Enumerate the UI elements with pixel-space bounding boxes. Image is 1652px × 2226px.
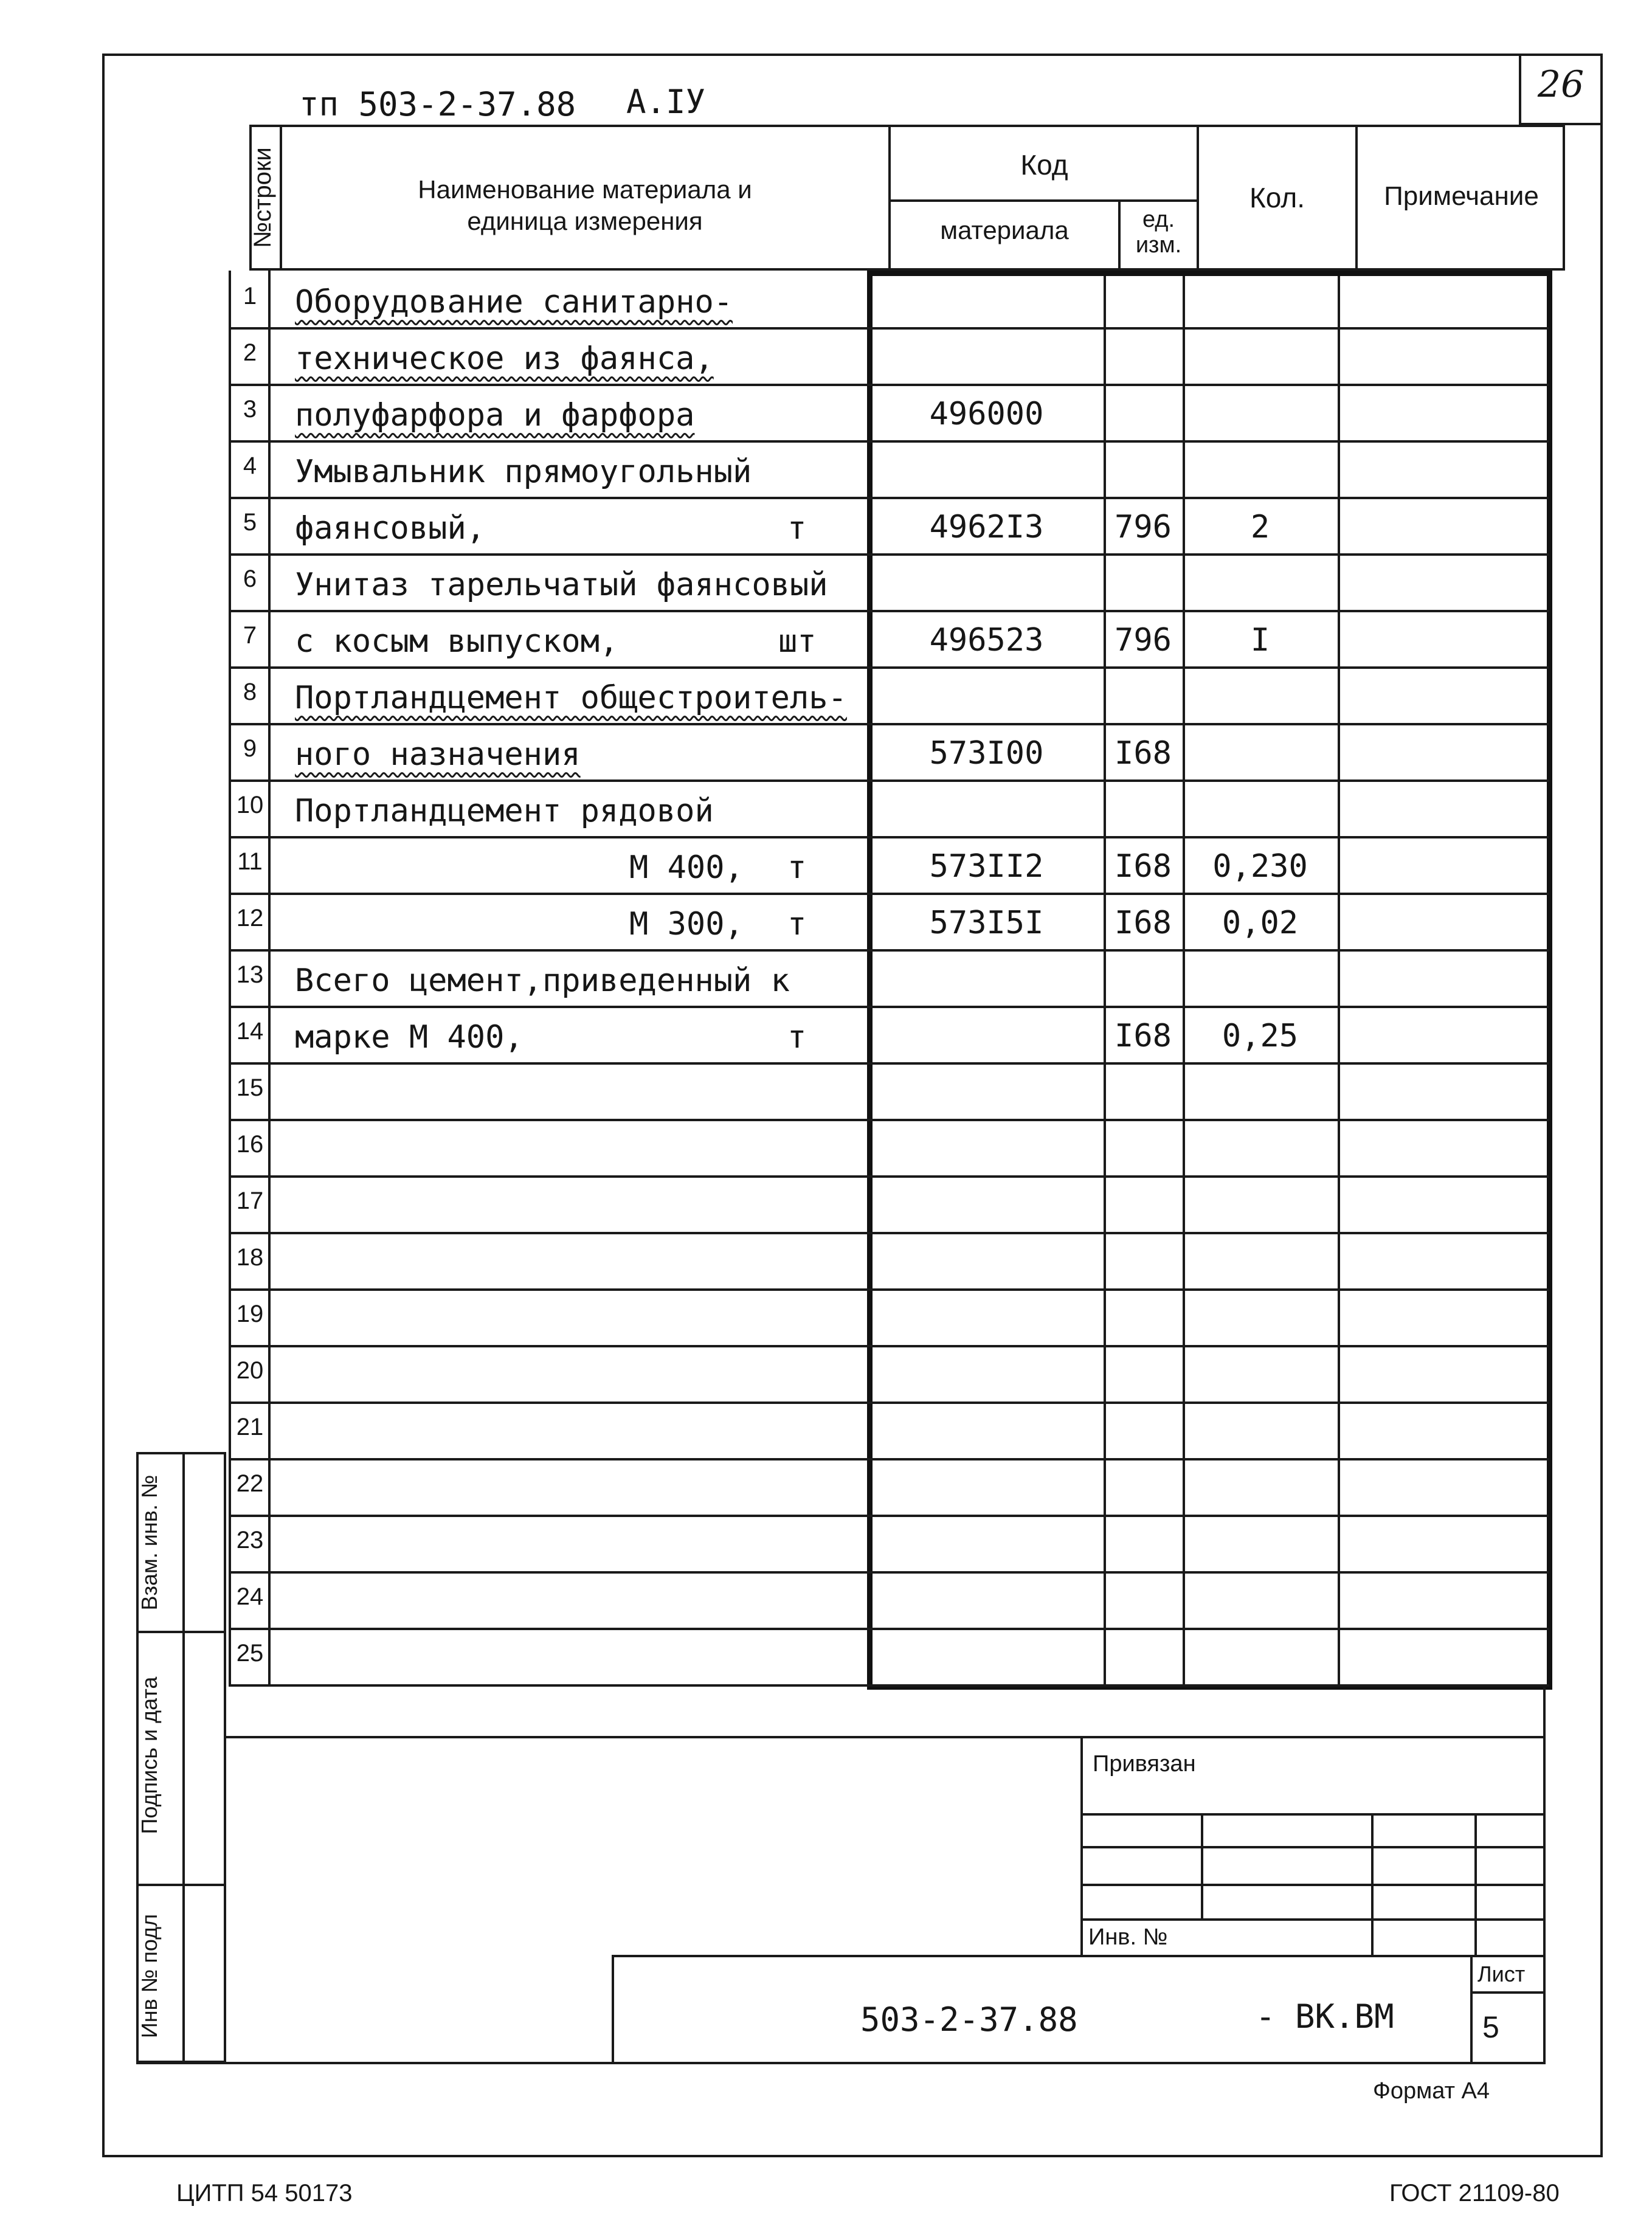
column-border [867,271,1552,276]
divider [229,1345,1549,1347]
row-number: 23 [236,1527,264,1554]
unit-code: I68 [1115,848,1172,885]
material-name: полуфарфора и фарфора [295,397,695,434]
quantity: 0,02 [1222,905,1299,941]
footer-right: ГОСТ 21109-80 [1389,2180,1560,2207]
material-name: Портландцемент общестроитель- [295,680,847,716]
material-name: Умывальник прямоугольный [295,454,752,490]
row-number: 8 [243,679,257,705]
divider [1474,1813,1477,1957]
row-number: 6 [243,565,257,592]
stamp-sheet-number: 5 [1482,2010,1499,2044]
unit-suffix: т [787,906,807,942]
divider [229,1062,1549,1065]
divider [136,2062,1546,2064]
divider [1470,1991,1544,1994]
stamp-doc-code: 503-2-37.88 [860,2000,1078,2039]
divider [229,610,1549,612]
divider [229,666,1549,669]
material-code: 573I00 [929,735,1044,772]
material-name: Унитаз тарельчатый фаянсовый [295,567,828,603]
unit-code: 796 [1115,622,1172,658]
divider [136,1631,226,1633]
material-name: Всего цемент,приведенный к [295,963,790,999]
row-number: 22 [236,1470,264,1497]
material-code: 573II2 [929,848,1044,885]
divider [229,1571,1549,1574]
divider [229,836,1549,838]
divider [229,553,1549,556]
divider [1183,271,1185,1684]
stamp-inv-no: Инв. № [1088,1924,1168,1950]
material-name: ного назначения [295,736,581,773]
divider [225,1736,1544,1738]
row-number: 11 [237,848,263,875]
divider [229,1232,1549,1234]
material-name: Оборудование санитарно- [295,284,733,320]
divider [229,1515,1549,1517]
column-border [1547,271,1552,1687]
stamp-sheet-label: Лист [1477,1962,1526,1986]
row-number: 18 [236,1244,264,1271]
divider [229,1119,1549,1121]
unit-suffix: т [787,849,807,886]
material-code: 573I5I [929,905,1044,941]
header-row-number: №строки [249,147,276,248]
row-number: 15 [236,1074,264,1101]
divider [1338,271,1340,1684]
format-label: Формат А4 [1373,2078,1490,2104]
divider [136,1884,226,1886]
quantity: 2 [1250,509,1270,545]
quantity: 0,230 [1212,848,1308,885]
material-name: марке М 400, [295,1019,524,1056]
header-note: Примечание [1384,181,1539,211]
header-unit-line1: ед. [1142,207,1175,232]
side-label-inv: Инв № подл [137,1913,162,2039]
row-number: 4 [243,452,257,479]
row-number: 19 [236,1301,264,1327]
material-code: 496000 [929,396,1044,432]
divider [1470,1955,1473,2064]
unit-suffix: шт [778,623,817,660]
side-label-vzam: Взам. инв. № [137,1474,162,1611]
header-name-line1: Наименование материала и [418,175,752,204]
row-number: 17 [236,1187,264,1214]
divider [229,1402,1549,1404]
row-number: 25 [236,1640,264,1667]
divider [1371,1813,1374,1957]
quantity: 0,25 [1222,1018,1299,1054]
stamp-privyazan: Привязан [1093,1751,1196,1777]
unit-suffix: т [787,1019,807,1056]
divider [229,497,1549,499]
row-number: 16 [236,1131,264,1158]
material-code: 496523 [929,622,1044,658]
row-number: 24 [236,1583,264,1610]
row-number: 2 [243,339,257,366]
unit-code: 796 [1115,509,1172,545]
divider [229,949,1549,952]
divider [229,1458,1549,1460]
row-number: 3 [243,396,257,423]
row-number: 21 [236,1414,264,1440]
stamp-doc-suffix: - ВК.ВМ [1256,1997,1394,2036]
divider [229,1684,1549,1687]
row-number: 7 [243,622,257,649]
unit-code: I68 [1115,905,1172,941]
divider [229,1628,1549,1630]
material-name: М 400, [629,849,744,886]
row-number: 9 [243,735,257,762]
material-name: фаянсовый, [295,510,486,547]
unit-code: I68 [1115,1018,1172,1054]
header-qty: Кол. [1249,182,1305,213]
quantity: I [1250,622,1270,658]
row-number: 1 [243,283,257,309]
header-material: материала [940,216,1069,244]
side-label-podpis: Подпись и дата [137,1676,162,1834]
divider [182,1452,185,2063]
material-code: 4962I3 [929,509,1044,545]
material-name: М 300, [629,906,744,942]
divider [1104,271,1106,1684]
header-name-line2: единица измерения [467,207,703,235]
column-border [867,271,873,1687]
header-code: Код [1020,149,1068,181]
material-name: техническое из фаянса, [295,340,714,377]
unit-suffix: т [787,510,807,547]
row-number: 5 [243,509,257,536]
divider [229,723,1549,725]
divider [229,779,1549,782]
footer-left: ЦИТП 54 50173 [176,2180,353,2207]
doc-reference: тп 503-2-37.88 [299,85,576,123]
row-number: 14 [236,1018,264,1045]
divider [1201,1813,1203,1918]
divider [229,1006,1549,1008]
row-number: 10 [236,792,264,818]
divider [229,384,1549,386]
divider [612,1955,614,2064]
page-number: 26 [1537,63,1585,106]
row-number: 13 [236,961,264,988]
divider [229,1175,1549,1178]
divider [229,893,1549,895]
unit-code: I68 [1115,735,1172,772]
album-code: А.IУ [626,83,706,121]
row-number: 12 [236,905,264,932]
material-name: с косым выпуском, [295,623,619,660]
header-unit-line2: изм. [1135,232,1182,258]
divider [229,440,1549,443]
divider [229,1288,1549,1291]
row-number: 20 [236,1357,264,1384]
divider [229,327,1549,330]
material-name: Портландцемент рядовой [295,793,714,829]
divider [1543,1687,1546,2064]
divider [612,1955,1544,1957]
